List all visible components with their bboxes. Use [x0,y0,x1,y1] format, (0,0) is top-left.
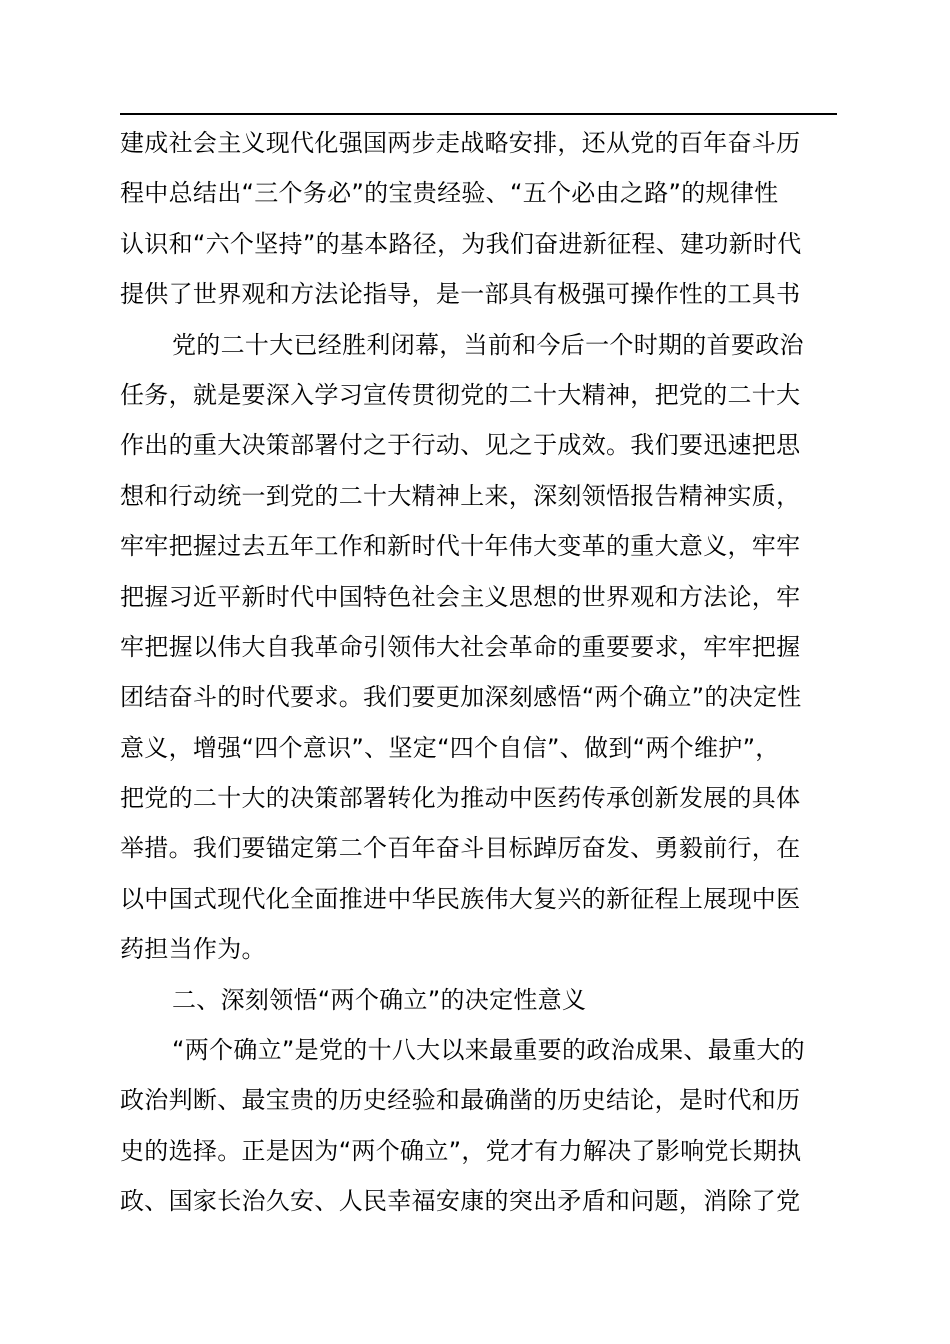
text-line: 牢把握以伟大自我革命引领伟大社会革命的重要要求，牢牢把握 [120,632,801,661]
text-line: 程中总结出“三个务必”的宝贵经验、“五个必由之路”的规律性 [120,179,779,208]
text-line: 建成社会主义现代化强国两步走战略安排，还从党的百年奋斗历 [120,129,801,157]
text-line: 任务，就是要深入学习宣传贯彻党的二十大精神，把党的二十大 [120,380,801,409]
text-line: 史的选择。正是因为“两个确立”，党才有力解决了影响党长期执 [120,1136,802,1165]
text-line: 提供了世界观和方法论指导，是一部具有极强可操作性的工具书 [120,280,801,309]
paragraph-first-line: 党的二十大已经胜利闭幕，当前和今后一个时期的首要政治 [172,330,804,359]
paragraph-first-line: “两个确立”是党的十八大以来最重要的政治成果、最重大的 [172,1036,805,1065]
text-line: 团结奋斗的时代要求。我们要更加深刻感悟“两个确立”的决定性 [120,683,802,712]
text-line: 政、国家长治久安、人民幸福安康的突出矛盾和问题，消除了党 [120,1187,801,1216]
text-line: 把党的二十大的决策部署转化为推动中医药传承创新发展的具体 [120,784,801,813]
text-line: 举措。我们要锚定第二个百年奋斗目标踔厉奋发、勇毅前行，在 [120,834,801,863]
text-line: 想和行动统一到党的二十大精神上来，深刻领悟报告精神实质， [120,481,801,510]
header-rule [120,113,837,115]
body-text [120,118,840,1227]
section-heading: 二、深刻领悟“两个确立”的决定性意义 [172,985,587,1014]
text-line: 认识和“六个坚持”的基本路径，为我们奋进新征程、建功新时代 [120,229,802,258]
text-line: 把握习近平新时代中国特色社会主义思想的世界观和方法论，牢 [120,582,801,611]
text-line: 作出的重大决策部署付之于行动、见之于成效。我们要迅速把思 [120,431,801,460]
text-line: 以中国式现代化全面推进中华民族伟大复兴的新征程上展现中医 [120,884,801,913]
text-line: 政治判断、最宝贵的历史经验和最确凿的历史结论，是时代和历 [120,1086,801,1115]
text-line: 药担当作为。 [120,935,266,964]
text-line: 意义，增强“四个意识”、坚定“四个自信”、做到“两个维护”， [120,733,780,762]
text-line: 牢牢把握过去五年工作和新时代十年伟大变革的重大意义，牢牢 [120,532,801,561]
